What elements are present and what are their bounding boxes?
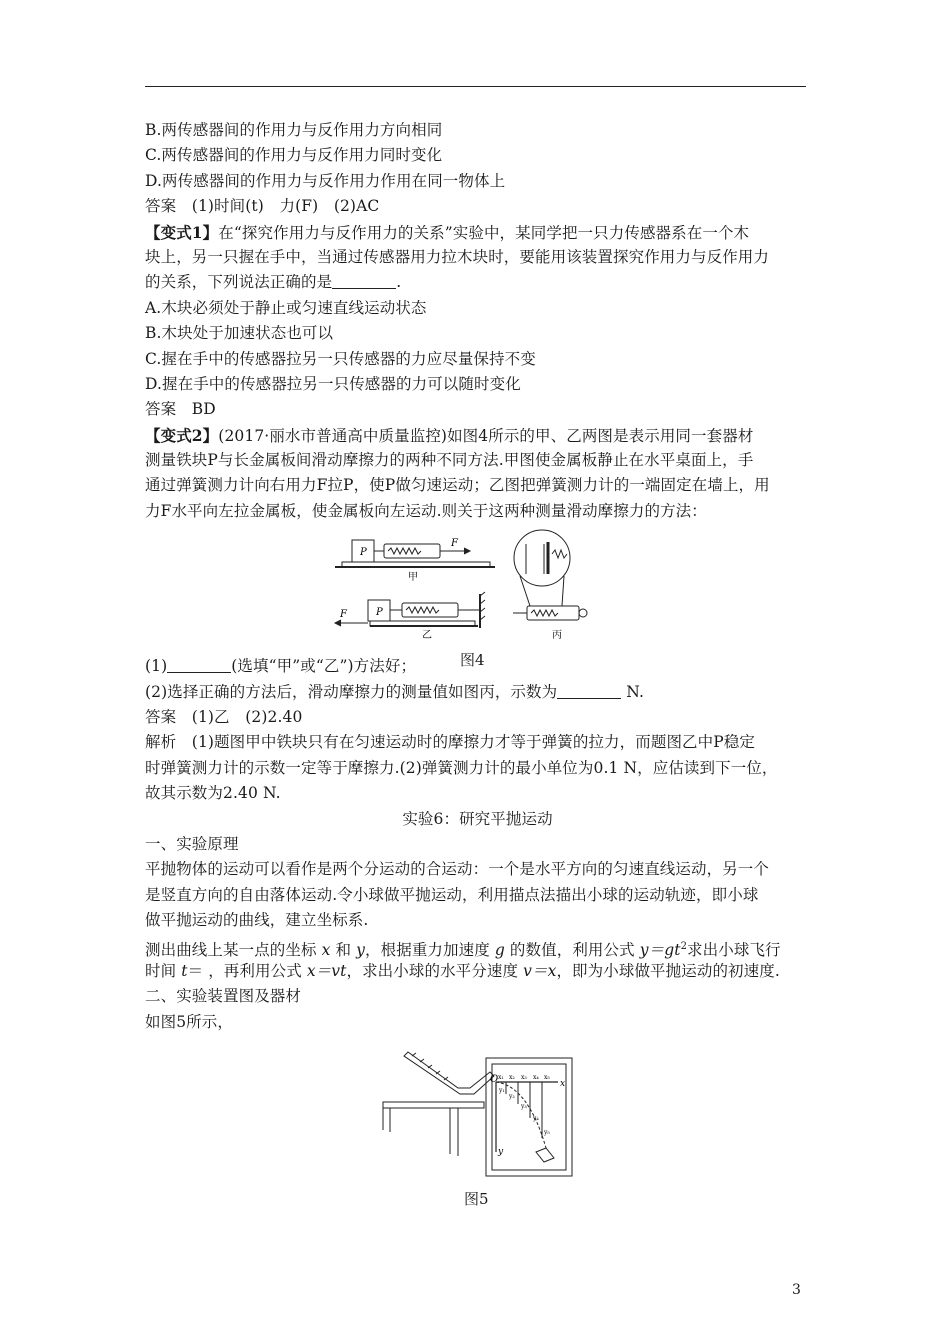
principle-line5: 时间 t＝ ，再利用公式 x＝vt，求出小球的水平分速度 v＝x，即为小球做平抛运动的初速度. [145,961,780,980]
answer-1: 答案 (1)时间(t) 力(F) (2)AC [145,197,380,216]
variant1-option-c: C.握在手中的传感器拉另一只传感器的力应尽量保持不变 [145,349,536,368]
answer-blank [167,656,231,673]
page-number: 3 [792,1282,801,1298]
label-jia: 甲 [408,572,418,583]
header-rule [145,86,806,87]
tick-x4: x₄ [533,1074,539,1081]
explain-line3: 故其示数为2.40 N. [145,784,281,803]
label-f-yi: F [340,609,347,620]
variant1-option-b: B.木块处于加速状态也可以 [145,324,334,343]
tick-x2: x₂ [509,1074,515,1081]
figure-4-caption: 图4 [460,651,485,669]
option-b: B.两传感器间的作用力与反作用力方向相同 [145,121,443,139]
variant2-line1: 【变式2】(2017·丽水市普通高中质量监控)如图4所示的甲、乙两图是表示用同一套器材 [145,425,754,445]
figure-5-caption: 图5 [464,1190,489,1208]
variant2-line3: 通过弹簧测力计向右用力F拉P，使P做匀速运动；乙图把弹簧测力计的一端固定在墙上，用 [145,476,770,495]
principle-line1: 平抛物体的运动可以看作是两个分运动的合运动：一个是水平方向的匀速直线运动，另一个 [145,860,770,879]
tick-x5: x₅ [544,1074,550,1081]
heading-apparatus: 二、实验装置图及器材 [145,987,302,1006]
label-x-axis: x [560,1079,566,1089]
principle-line2: 是竖直方向的自由落体运动.令小球做平抛运动，利用描点法描出小球的运动轨迹，即小球 [145,885,759,904]
principle-line3: 做平抛运动的曲线，建立坐标系. [145,911,369,930]
variant2-answer: 答案 (1)乙 (2)2.40 [145,708,303,727]
label-f-jia: F [451,538,458,549]
explain-line2: 时弹簧测力计的示数一定等于摩擦力.(2)弹簧测力计的最小单位为0.1 N，应估读到下一位， [145,758,778,777]
table-top [383,1102,484,1108]
option-c: C.两传感器间的作用力与反作用力同时变化 [145,146,443,165]
variant2-line4: 力F水平向左拉金属板，使金属板向左运动.则关于这两种测量滑动摩擦力的方法： [145,501,707,520]
heading-principle: 一、实验原理 [145,834,239,853]
answer-blank [332,272,396,289]
tick-x1: x₁ [498,1074,504,1081]
apparatus-line: 如图5所示， [145,1012,233,1031]
label-p-jia: P [360,547,367,558]
incline-track [404,1052,494,1094]
tick-y5: y₅ [544,1129,550,1136]
figure-4 [330,524,620,644]
section-title: 实验6：研究平抛运动 [402,809,553,828]
figure-5 [378,1042,578,1182]
label-p-yi: P [376,607,383,618]
tick-y4: y₄ [533,1115,539,1122]
variant1-line3: 的关系，下列说法正确的是 . [145,273,402,292]
principle-line4: 测出曲线上某一点的坐标 x 和 y，根据重力加速度 g 的数值，利用公式 $y=gt^2$求出小球飞行 [145,940,781,959]
variant2-tag: 【变式2】 [145,425,219,445]
variant1-line2: 块上，另一只握在手中，当通过传感器用力拉木块时，要能用该装置探究作用力与反作用力 [145,247,770,266]
tick-y2: y₂ [509,1093,515,1100]
variant2-line2: 测量铁块P与长金属板间滑动摩擦力的两种不同方法.甲图使金属板静止在水平桌面上，手 [145,451,754,470]
tick-y3: y₃ [521,1103,527,1110]
option-d: D.两传感器间的作用力与反作用力作用在同一物体上 [145,171,506,190]
magnifier-circle [514,530,570,586]
variant1-answer: 答案 BD [145,400,216,419]
variant1-line1: 【变式1】在“探究作用力与反作用力的关系”实验中，某同学把一只力传感器系在一个木 [145,222,750,242]
explain-line1: 解析 (1)题图甲中铁块只有在匀速运动时的摩擦力才等于弹簧的拉力，而题图乙中P稳定 [145,733,755,752]
label-bing: 丙 [552,630,562,641]
label-yi: 乙 [422,630,432,641]
label-y-axis: y [498,1147,504,1157]
variant1-option-d: D.握在手中的传感器拉另一只传感器的力可以随时变化 [145,374,521,393]
variant1-option-a: A.木块必须处于静止或匀速直线运动状态 [145,298,427,317]
tick-y1: y₁ [499,1087,505,1094]
variant2-q2: (2)选择正确的方法后，滑动摩擦力的测量值如图丙，示数为 N. [145,682,644,701]
answer-blank [557,682,621,699]
label-origin: O [490,1074,499,1085]
variant1-tag: 【变式1】 [145,222,219,242]
variant2-q1: (1) (选填“甲”或“乙”)方法好； [145,657,417,676]
tick-x3: x₃ [521,1074,527,1081]
